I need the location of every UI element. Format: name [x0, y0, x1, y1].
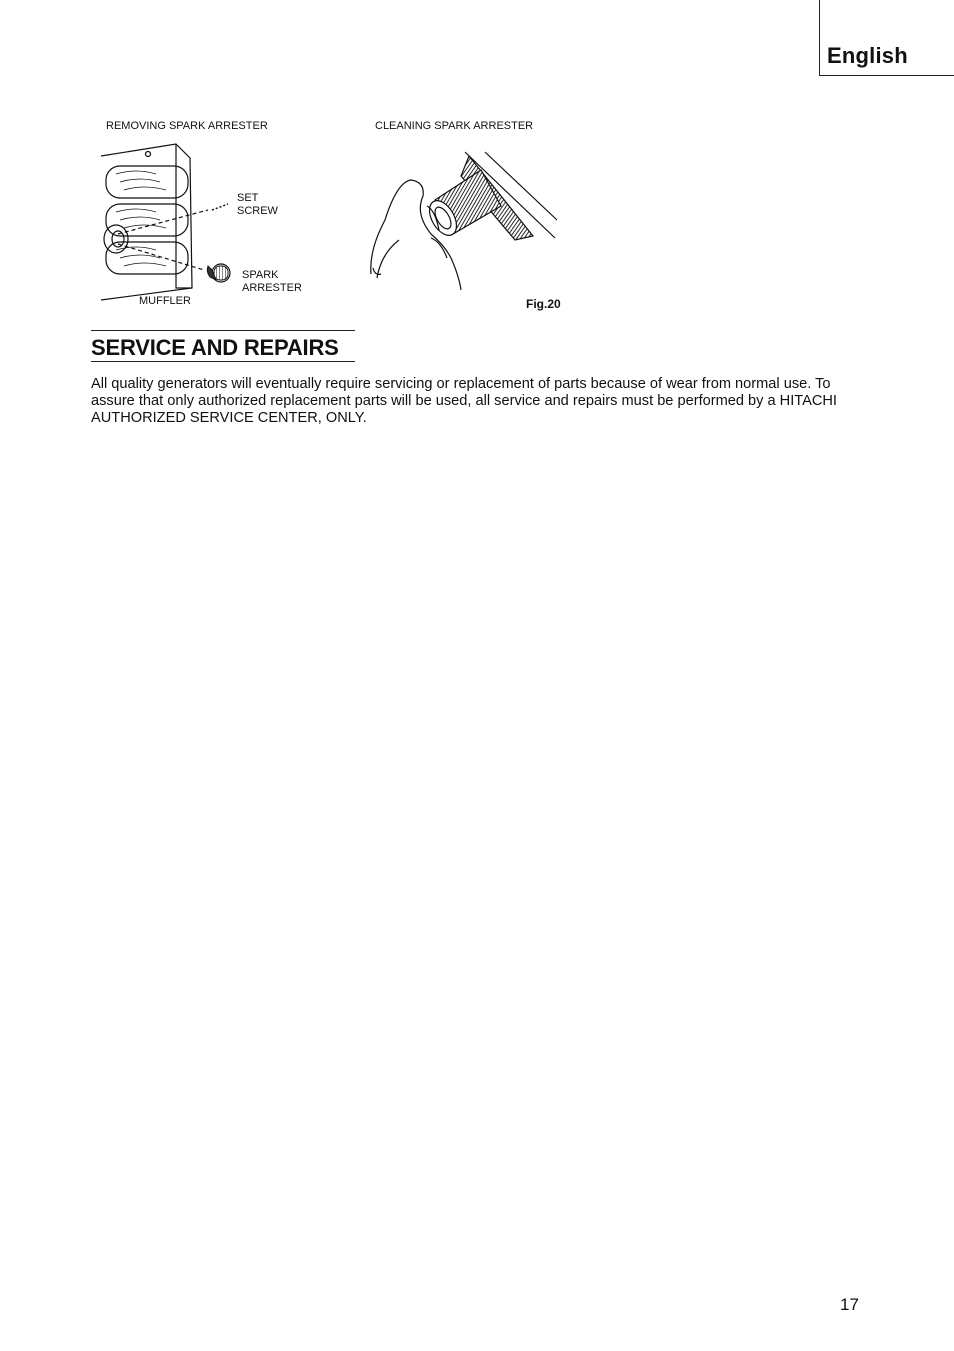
- language-label: English: [827, 43, 908, 68]
- page-number: 17: [840, 1295, 859, 1314]
- section-heading: [91, 330, 355, 362]
- figure-number: Fig.20: [526, 297, 561, 311]
- label-set-screw: SET SCREW: [237, 192, 278, 217]
- caption-removing-spark-arrester: REMOVING SPARK ARRESTER: [106, 120, 268, 132]
- section-title: SERVICE AND REPAIRS: [91, 335, 339, 360]
- section-body-text: All quality generators will eventually require servicing or replacement of parts because of wear from normal use. To assure that only authorized replacement parts will be used, all service and repairs must be performed by a HITACHI AUTHORIZED SERVICE CENTER, ONLY.: [91, 376, 837, 426]
- brush-cleaning-illustration: [365, 150, 565, 290]
- label-muffler: MUFFLER: [139, 295, 191, 307]
- caption-cleaning-spark-arrester: CLEANING SPARK ARRESTER: [375, 120, 534, 132]
- label-spark-arrester: SPARK ARRESTER: [242, 269, 302, 294]
- language-tab: [819, 0, 954, 76]
